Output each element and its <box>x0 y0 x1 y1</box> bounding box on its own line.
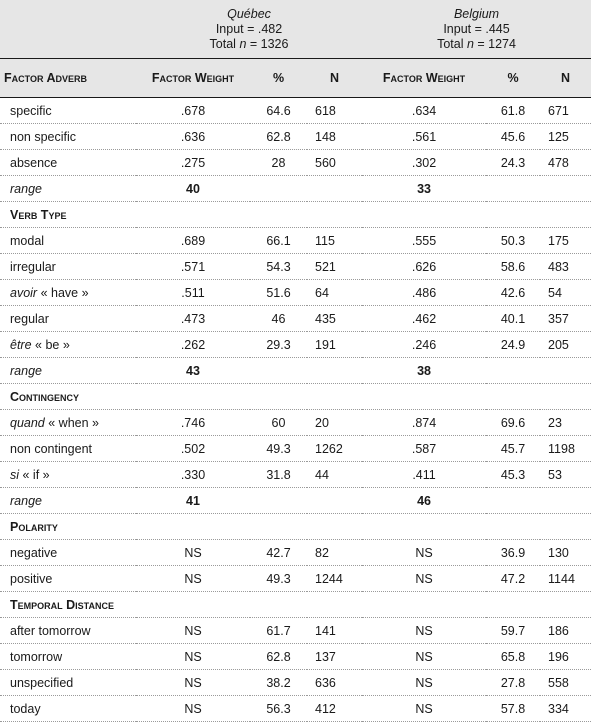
belgium-factor-weight: .587 <box>362 436 486 462</box>
quebec-n: 412 <box>307 696 362 722</box>
belgium-n: 130 <box>540 540 591 566</box>
row-label: negative <box>0 540 136 566</box>
belgium-factor-weight: .302 <box>362 150 486 176</box>
quebec-percent: 28 <box>250 150 307 176</box>
factor-adverb-header: Factor Adverb <box>0 59 136 98</box>
row-label: positive <box>0 566 136 592</box>
quebec-percent: 62.8 <box>250 124 307 150</box>
quebec-percent: 66.1 <box>250 228 307 254</box>
belgium-factor-weight: NS <box>362 696 486 722</box>
belgium-factor-weight: .634 <box>362 98 486 124</box>
belgium-n: 1144 <box>540 566 591 592</box>
quebec-percent: 38.2 <box>250 670 307 696</box>
belgium-n: 334 <box>540 696 591 722</box>
belgium-n: 23 <box>540 410 591 436</box>
quebec-factor-weight: .502 <box>136 436 250 462</box>
quebec-n: 435 <box>307 306 362 332</box>
quebec-factor-weight: NS <box>136 618 250 644</box>
quebec-n: 44 <box>307 462 362 488</box>
row-label: être « be » <box>0 332 136 358</box>
quebec-n: 560 <box>307 150 362 176</box>
quebec-n: 137 <box>307 644 362 670</box>
quebec-factor-weight: .689 <box>136 228 250 254</box>
quebec-percent: 60 <box>250 410 307 436</box>
quebec-range: 43 <box>136 358 250 384</box>
belgium-n: 196 <box>540 644 591 670</box>
section-header-row <box>0 592 591 618</box>
quebec-range: 41 <box>136 488 250 514</box>
belgium-input: Input = .445 <box>443 21 510 36</box>
table-row <box>0 280 591 306</box>
belgium-n: 671 <box>540 98 591 124</box>
row-label: range <box>0 358 136 384</box>
section-polarity: Polarity <box>0 514 591 540</box>
table-row <box>0 124 591 150</box>
belgium-percent: 27.8 <box>486 670 540 696</box>
quebec-n: 1262 <box>307 436 362 462</box>
quebec-percent: 49.3 <box>250 436 307 462</box>
belgium-percent: 69.6 <box>486 410 540 436</box>
belgium-n: 357 <box>540 306 591 332</box>
belgium-range: 38 <box>362 358 486 384</box>
range-row <box>0 358 591 384</box>
row-label: after tomorrow <box>0 618 136 644</box>
quebec-total: Total n = 1326 <box>209 36 289 51</box>
section-header-row <box>0 514 591 540</box>
belgium-n: 175 <box>540 228 591 254</box>
quebec-factor-weight: NS <box>136 644 250 670</box>
row-label: range <box>0 176 136 202</box>
table-row <box>0 98 591 124</box>
section-contingency: Contingency <box>0 384 591 410</box>
table-row <box>0 566 591 592</box>
quebec-percent: 56.3 <box>250 696 307 722</box>
belgium-percent: 61.8 <box>486 98 540 124</box>
range-row <box>0 488 591 514</box>
table-row <box>0 410 591 436</box>
section-header-row <box>0 384 591 410</box>
quebec-group-header <box>136 0 362 59</box>
table-row <box>0 150 591 176</box>
belgium-n: 205 <box>540 332 591 358</box>
quebec-factor-weight: .330 <box>136 462 250 488</box>
belgium-percent: 58.6 <box>486 254 540 280</box>
quebec-percent: 61.7 <box>250 618 307 644</box>
belgium-factor-weight: .486 <box>362 280 486 306</box>
row-label: irregular <box>0 254 136 280</box>
quebec-percent: 29.3 <box>250 332 307 358</box>
table-row <box>0 670 591 696</box>
belgium-n: 558 <box>540 670 591 696</box>
row-label: modal <box>0 228 136 254</box>
row-label: absence <box>0 150 136 176</box>
belgium-factor-weight: .626 <box>362 254 486 280</box>
empty-corner-cell <box>0 0 136 59</box>
table-row <box>0 228 591 254</box>
table-row <box>0 644 591 670</box>
row-label: today <box>0 696 136 722</box>
belgium-factor-weight: .874 <box>362 410 486 436</box>
belgium-factor-weight: .561 <box>362 124 486 150</box>
belgium-factor-weight: .462 <box>362 306 486 332</box>
belgium-percent: 40.1 <box>486 306 540 332</box>
quebec-n: 115 <box>307 228 362 254</box>
quebec-percent-header: % <box>250 59 307 98</box>
table-row <box>0 436 591 462</box>
quebec-n: 618 <box>307 98 362 124</box>
quebec-factor-weight: NS <box>136 566 250 592</box>
quebec-factor-weight: NS <box>136 540 250 566</box>
quebec-factor-weight: .262 <box>136 332 250 358</box>
quebec-n: 82 <box>307 540 362 566</box>
belgium-percent: 24.3 <box>486 150 540 176</box>
belgium-factor-weight-header: Factor Weight <box>362 59 486 98</box>
belgium-percent: 59.7 <box>486 618 540 644</box>
quebec-factor-weight: .678 <box>136 98 250 124</box>
belgium-n: 53 <box>540 462 591 488</box>
quebec-input: Input = .482 <box>215 21 283 36</box>
belgium-n: 125 <box>540 124 591 150</box>
table-row <box>0 540 591 566</box>
belgium-range: 33 <box>362 176 486 202</box>
quebec-factor-weight: .636 <box>136 124 250 150</box>
row-label: regular <box>0 306 136 332</box>
quebec-n: 191 <box>307 332 362 358</box>
belgium-region-label: Belgium <box>453 6 500 21</box>
table-row <box>0 306 591 332</box>
row-label: tomorrow <box>0 644 136 670</box>
quebec-percent: 64.6 <box>250 98 307 124</box>
belgium-percent: 57.8 <box>486 696 540 722</box>
section-verb-type: Verb Type <box>0 202 591 228</box>
belgium-n: 483 <box>540 254 591 280</box>
quebec-n: 1244 <box>307 566 362 592</box>
belgium-n: 478 <box>540 150 591 176</box>
belgium-total: Total n = 1274 <box>437 36 516 51</box>
belgium-factor-weight: NS <box>362 670 486 696</box>
quebec-factor-weight: .571 <box>136 254 250 280</box>
quebec-percent: 49.3 <box>250 566 307 592</box>
quebec-percent: 42.7 <box>250 540 307 566</box>
belgium-percent: 42.6 <box>486 280 540 306</box>
quebec-factor-weight: .511 <box>136 280 250 306</box>
table-body <box>0 98 591 722</box>
table-row <box>0 618 591 644</box>
range-row <box>0 176 591 202</box>
quebec-percent: 62.8 <box>250 644 307 670</box>
belgium-percent: 36.9 <box>486 540 540 566</box>
table-row <box>0 462 591 488</box>
quebec-percent: 51.6 <box>250 280 307 306</box>
quebec-range: 40 <box>136 176 250 202</box>
belgium-percent: 47.2 <box>486 566 540 592</box>
belgium-factor-weight: NS <box>362 566 486 592</box>
row-label: specific <box>0 98 136 124</box>
belgium-group-header <box>362 0 591 59</box>
row-label: non contingent <box>0 436 136 462</box>
quebec-factor-weight: .275 <box>136 150 250 176</box>
row-label: range <box>0 488 136 514</box>
belgium-percent: 24.9 <box>486 332 540 358</box>
section-header-row <box>0 202 591 228</box>
belgium-factor-weight: NS <box>362 644 486 670</box>
quebec-factor-weight: NS <box>136 670 250 696</box>
row-label: avoir « have » <box>0 280 136 306</box>
belgium-percent: 50.3 <box>486 228 540 254</box>
belgium-factor-weight: NS <box>362 540 486 566</box>
section-temporal-distance: Temporal Distance <box>0 592 591 618</box>
belgium-n-header: N <box>540 59 591 98</box>
quebec-factor-weight: .746 <box>136 410 250 436</box>
belgium-n: 186 <box>540 618 591 644</box>
belgium-percent: 45.6 <box>486 124 540 150</box>
quebec-factor-weight: .473 <box>136 306 250 332</box>
quebec-percent: 54.3 <box>250 254 307 280</box>
quebec-n: 64 <box>307 280 362 306</box>
quebec-region-label: Québec <box>227 6 271 21</box>
row-label: non specific <box>0 124 136 150</box>
belgium-factor-weight: .555 <box>362 228 486 254</box>
table-row <box>0 696 591 722</box>
belgium-n: 1198 <box>540 436 591 462</box>
row-label: si « if » <box>0 462 136 488</box>
group-header-row <box>0 0 591 59</box>
quebec-percent: 46 <box>250 306 307 332</box>
quebec-percent: 31.8 <box>250 462 307 488</box>
column-header-row <box>0 59 591 98</box>
belgium-factor-weight: .411 <box>362 462 486 488</box>
table-row <box>0 332 591 358</box>
belgium-percent: 45.7 <box>486 436 540 462</box>
belgium-factor-weight: .246 <box>362 332 486 358</box>
belgium-percent-header: % <box>486 59 540 98</box>
belgium-percent: 45.3 <box>486 462 540 488</box>
quebec-n: 141 <box>307 618 362 644</box>
belgium-percent: 65.8 <box>486 644 540 670</box>
row-label: quand « when » <box>0 410 136 436</box>
row-label: unspecified <box>0 670 136 696</box>
quebec-factor-weight-header: Factor Weight <box>136 59 250 98</box>
quebec-n: 148 <box>307 124 362 150</box>
quebec-n: 521 <box>307 254 362 280</box>
belgium-n: 54 <box>540 280 591 306</box>
table-row <box>0 254 591 280</box>
belgium-factor-weight: NS <box>362 618 486 644</box>
table-header <box>0 0 591 98</box>
quebec-n-header: N <box>307 59 362 98</box>
belgium-range: 46 <box>362 488 486 514</box>
quebec-n: 20 <box>307 410 362 436</box>
quebec-factor-weight: NS <box>136 696 250 722</box>
quebec-n: 636 <box>307 670 362 696</box>
